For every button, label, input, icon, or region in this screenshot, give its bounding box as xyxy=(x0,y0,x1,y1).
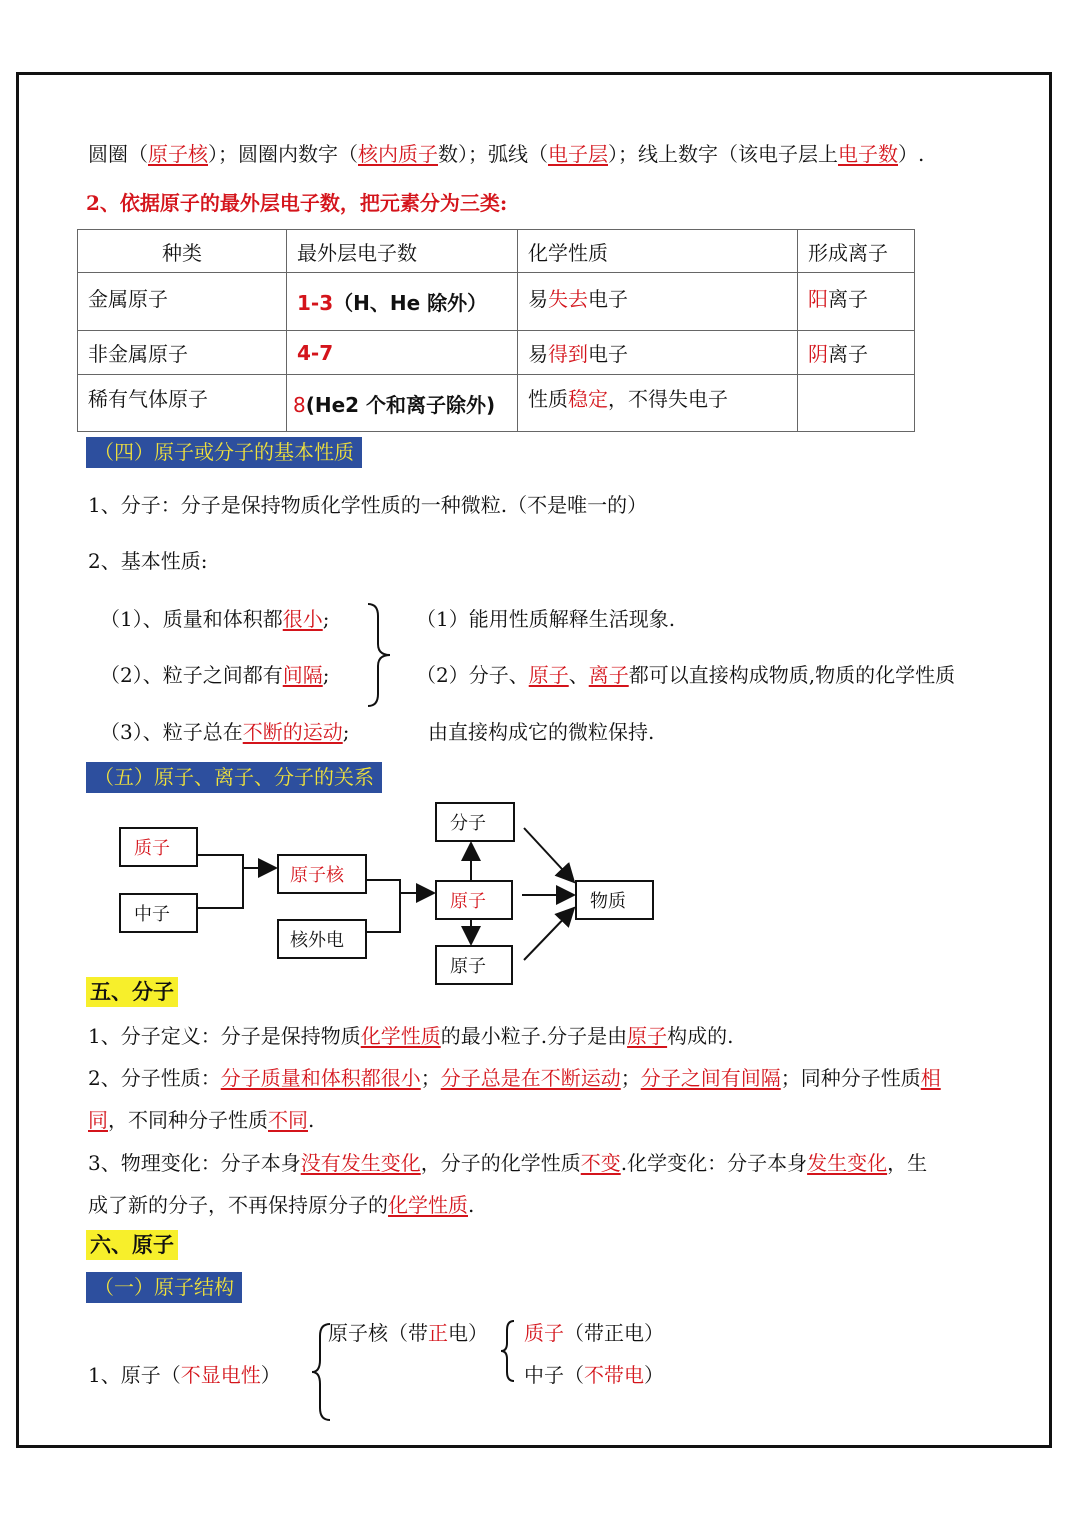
prop-result-3: 由直接构成它的微粒保持. xyxy=(428,720,655,744)
table-cell xyxy=(287,331,518,375)
key: 化学性质 xyxy=(388,1193,468,1217)
text: 3、物理变化：分子本身 xyxy=(88,1151,301,1175)
text: 构成的. xyxy=(667,1024,734,1048)
prop-text: ; xyxy=(322,607,330,631)
text: 2、分子性质： xyxy=(88,1066,221,1090)
part-title: 五、分子 xyxy=(86,977,178,1007)
prop-key: 很小 xyxy=(282,607,323,631)
table-header: 化学性质 xyxy=(518,230,798,273)
key: 分子之间有间隔 xyxy=(640,1066,781,1090)
cell-red: 阴 xyxy=(808,342,828,366)
table-header: 种类 xyxy=(78,230,287,273)
table-cell: 金属原子 xyxy=(78,273,287,331)
text: ，不同种分子性质 xyxy=(108,1108,268,1132)
text: ，生 xyxy=(887,1151,928,1175)
prop-text: （1）、质量和体积都 xyxy=(100,607,283,631)
key: 不显电性 xyxy=(180,1363,261,1387)
left-brace-icon xyxy=(498,1318,518,1384)
cell-text: 性质 xyxy=(528,387,568,411)
prop-result-2 xyxy=(416,659,955,688)
key: 质子 xyxy=(524,1321,564,1345)
cell-text: 电子 xyxy=(588,342,628,366)
cell-text: (He2 个和离子除外) xyxy=(305,392,496,417)
arrow xyxy=(524,828,574,882)
table-cell: 非金属原子 xyxy=(78,331,287,375)
result-text: 、 xyxy=(568,663,589,687)
nucleus-line xyxy=(328,1317,488,1346)
text: （带正电） xyxy=(564,1321,664,1345)
text: 1、原子（ xyxy=(88,1363,181,1387)
text: 的最小粒子.分子是由 xyxy=(440,1024,628,1048)
cell-red: 稳定 xyxy=(568,387,608,411)
text: ； xyxy=(420,1066,441,1090)
result-key: 原子 xyxy=(528,663,569,687)
cell-red: 失去 xyxy=(548,287,588,311)
change-line-cont xyxy=(88,1189,474,1218)
table-cell xyxy=(518,331,798,375)
intro-text: 数）；弧线（ xyxy=(438,142,548,166)
text: 成了新的分子，不再保持原分子的 xyxy=(88,1193,388,1217)
text: . xyxy=(468,1193,475,1217)
key: 正 xyxy=(428,1321,448,1345)
text: . xyxy=(308,1108,315,1132)
intro-key: 原子核 xyxy=(148,142,208,166)
atom-label: 原子 xyxy=(450,891,486,912)
table-header-row xyxy=(78,230,915,273)
basic-props-heading: 2、基本性质: xyxy=(88,549,208,573)
table-cell xyxy=(287,375,518,432)
key: 不变 xyxy=(580,1151,621,1175)
section-title: （四）原子或分子的基本性质 xyxy=(86,437,362,468)
intro-text: ）；线上数字（该电子层上 xyxy=(608,142,838,166)
element-class-table xyxy=(77,229,915,432)
right-brace-icon xyxy=(364,600,396,710)
key: 没有发生变化 xyxy=(300,1151,421,1175)
table-cell: 稀有气体原子 xyxy=(78,375,287,432)
result-key: 离子 xyxy=(588,663,629,687)
cell-text: 易 xyxy=(528,287,548,311)
key: 同 xyxy=(88,1108,108,1132)
prop-text: ; xyxy=(342,720,350,744)
matter-label: 物质 xyxy=(590,891,626,912)
intro-key: 电子数 xyxy=(838,142,898,166)
table-row xyxy=(78,375,915,432)
key: 相 xyxy=(920,1066,941,1090)
key: 分子总是在不断运动 xyxy=(440,1066,621,1090)
cell-text: 易 xyxy=(528,342,548,366)
table-header: 最外层电子数 xyxy=(287,230,518,273)
text: 原子核（带 xyxy=(328,1321,428,1345)
text: ） xyxy=(260,1363,281,1387)
molecule-def: 1、分子：分子是保持物质化学性质的一种微粒.（不是唯一的） xyxy=(88,493,648,517)
text: ； xyxy=(620,1066,641,1090)
neutron-line xyxy=(524,1359,664,1388)
text: 中子（ xyxy=(524,1363,584,1387)
intro-text: ）. xyxy=(898,142,925,166)
cell-red: 4-7 xyxy=(297,340,334,365)
cell-red: 得到 xyxy=(548,342,588,366)
table-cell xyxy=(798,375,915,432)
table-cell xyxy=(798,273,915,331)
cell-red: 8 xyxy=(293,392,306,417)
proton-line xyxy=(524,1317,664,1346)
text: .化学变化：分子本身 xyxy=(620,1151,808,1175)
key: 不同 xyxy=(268,1108,308,1132)
intro-text: ）；圆圈内数字（ xyxy=(208,142,358,166)
prop-text: ; xyxy=(322,663,330,687)
proton-label: 质子 xyxy=(134,838,170,859)
key: 分子质量和体积都很小 xyxy=(220,1066,421,1090)
intro-text: 圆圈（ xyxy=(88,142,148,166)
cell-red: 阳 xyxy=(808,287,828,311)
connector-line xyxy=(197,855,243,908)
text: 1、分子定义：分子是保持物质 xyxy=(88,1024,361,1048)
classification-heading: 2、依据原子的最外层电子数，把元素分为三类: xyxy=(86,191,508,215)
section-title: （一）原子结构 xyxy=(86,1272,242,1303)
prop-item xyxy=(100,659,329,688)
arrow xyxy=(524,908,574,960)
part-title: 六、原子 xyxy=(86,1230,178,1260)
cell-red: 1-3 xyxy=(297,291,334,315)
cell-text: 离子 xyxy=(828,342,868,366)
table-cell xyxy=(287,273,518,331)
key: 化学性质 xyxy=(360,1024,441,1048)
atom2-label: 原子 xyxy=(450,956,486,977)
table-cell xyxy=(798,331,915,375)
connector-line xyxy=(366,880,400,932)
table-cell xyxy=(518,375,798,432)
table-row xyxy=(78,273,915,331)
prop-text: （3）、粒子总在 xyxy=(100,720,243,744)
section-title: （五）原子、离子、分子的关系 xyxy=(86,762,382,793)
cell-text: 电子 xyxy=(588,287,628,311)
change-line xyxy=(88,1147,927,1176)
neutron-label: 中子 xyxy=(134,904,170,925)
text: ） xyxy=(644,1363,664,1387)
cell-text: 离子 xyxy=(828,287,868,311)
key: 原子 xyxy=(627,1024,668,1048)
prop-key: 不断的运动 xyxy=(242,720,343,744)
prop-text: （2）、粒子之间都有 xyxy=(100,663,283,687)
intro-key: 电子层 xyxy=(548,142,608,166)
molecule-definition xyxy=(88,1020,733,1049)
cell-text: （H、He 除外） xyxy=(333,291,488,315)
table-cell xyxy=(518,273,798,331)
electron-label: 核外电 xyxy=(290,930,344,951)
molecule-properties-cont xyxy=(88,1104,314,1133)
relationship-diagram xyxy=(110,800,670,990)
result-text: 都可以直接构成物质,物质的化学性质 xyxy=(628,663,956,687)
intro-key: 核内质子 xyxy=(358,142,438,166)
atom-line xyxy=(88,1359,281,1388)
text: 电） xyxy=(448,1321,488,1345)
prop-item xyxy=(100,603,329,632)
cell-text: ，不得失电子 xyxy=(608,387,728,411)
intro-line xyxy=(88,138,924,167)
prop-item xyxy=(100,716,349,745)
text: ，分子的化学性质 xyxy=(420,1151,581,1175)
nucleus-label: 原子核 xyxy=(290,865,344,886)
key: 不带电 xyxy=(584,1363,644,1387)
text: ；同种分子性质 xyxy=(780,1066,921,1090)
table-header: 形成离子 xyxy=(798,230,915,273)
table-row xyxy=(78,331,915,375)
molecule-properties xyxy=(88,1062,941,1091)
prop-key: 间隔 xyxy=(282,663,323,687)
molecule-label: 分子 xyxy=(450,813,486,834)
key: 发生变化 xyxy=(807,1151,888,1175)
result-text: （2）分子、 xyxy=(416,663,529,687)
prop-result-1: （1）能用性质解释生活现象. xyxy=(416,607,676,631)
